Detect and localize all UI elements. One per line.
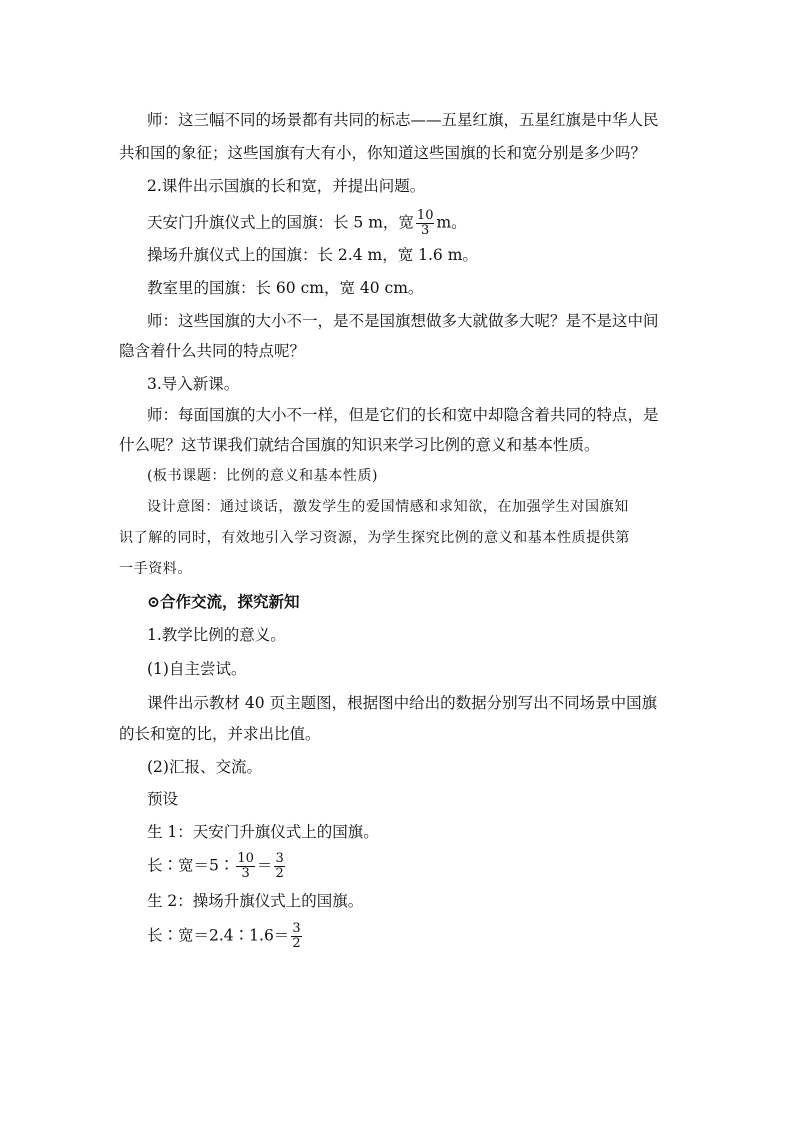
- paragraph-line: 的长和宽的比，并求出比值。: [119, 725, 321, 743]
- paragraph-line: [147, 209, 679, 238]
- paragraph-line: 操场升旗仪式上的国旗：长 2.4 m，宽 1.6 m。: [147, 246, 478, 264]
- text-span: 长∶宽＝2.4∶1.6＝: [147, 926, 290, 945]
- paragraph-line: 师：这三幅不同的场景都有共同的标志——五星红旗，五星红旗是中华人民: [147, 111, 659, 129]
- fraction-denominator: 2: [292, 936, 301, 951]
- paragraph-line: (2)汇报、交流。: [147, 758, 262, 776]
- paragraph-line: 师：这些国旗的大小不一，是不是国旗想做多大就做多大呢？是不是这中间: [147, 312, 659, 330]
- paragraph-line: 3.导入新课。: [147, 375, 240, 393]
- paragraph-line: 什么呢？这节课我们就结合国旗的知识来学习比例的意义和基本性质。: [119, 436, 600, 454]
- paragraph-line: 2.课件出示国旗的长和宽，并提出问题。: [147, 177, 426, 195]
- fraction-denominator: 3: [241, 866, 250, 881]
- design-intent-line: 设计意图：通过谈话，激发学生的爱国情感和求知欲，在加强学生对国旗知: [147, 499, 629, 515]
- paragraph-line: 教室里的国旗：长 60 cm，宽 40 cm。: [147, 279, 424, 297]
- board-title-note: (板书课题：比例的意义和基本性质): [147, 468, 379, 484]
- fraction: [236, 852, 255, 881]
- paragraph-line: 生 1：天安门升旗仪式上的国旗。: [147, 823, 379, 841]
- text-span: ＝: [256, 856, 273, 875]
- paragraph-line: 预设: [147, 790, 179, 808]
- paragraph-line: 师：每面国旗的大小不一样，但是它们的长和宽中却隐含着共同的特点，是: [147, 406, 659, 424]
- fraction: [274, 852, 284, 881]
- fraction: [416, 209, 435, 238]
- paragraph-line: 1.教学比例的意义。: [147, 626, 286, 644]
- paragraph-line: 生 2：操场升旗仪式上的国旗。: [147, 892, 364, 910]
- design-intent-line: 一手资料。: [119, 561, 192, 577]
- text-span: m。: [436, 213, 467, 232]
- fraction-denominator: 2: [275, 866, 284, 881]
- fraction-numerator: 10: [237, 851, 254, 866]
- equation-line: [147, 922, 679, 951]
- equation-line: [147, 852, 679, 881]
- fraction: [291, 922, 301, 951]
- paragraph-line: (1)自主尝试。: [147, 660, 247, 678]
- design-intent-line: 识了解的同时，有效地引入学习资源，为学生探究比例的意义和基本性质提供第: [119, 530, 630, 546]
- fraction-numerator: 3: [292, 921, 301, 936]
- paragraph-line: 课件出示教材 40 页主题图，根据图中给出的数据分别写出不同场景中国旗: [147, 694, 658, 712]
- text-span: 天安门升旗仪式上的国旗：长 5 m，宽: [147, 213, 414, 232]
- fraction-denominator: 3: [421, 223, 430, 238]
- section-heading: ⊙合作交流，探究新知: [147, 592, 300, 611]
- fraction-numerator: 3: [275, 851, 284, 866]
- text-span: 长∶宽＝5∶: [147, 856, 235, 875]
- paragraph-line: 隐含着什么共同的特点呢？: [119, 342, 306, 360]
- fraction-numerator: 10: [416, 208, 434, 223]
- paragraph-line: 共和国的象征；这些国旗有大有小，你知道这些国旗的长和宽分别是多少吗？: [119, 144, 647, 162]
